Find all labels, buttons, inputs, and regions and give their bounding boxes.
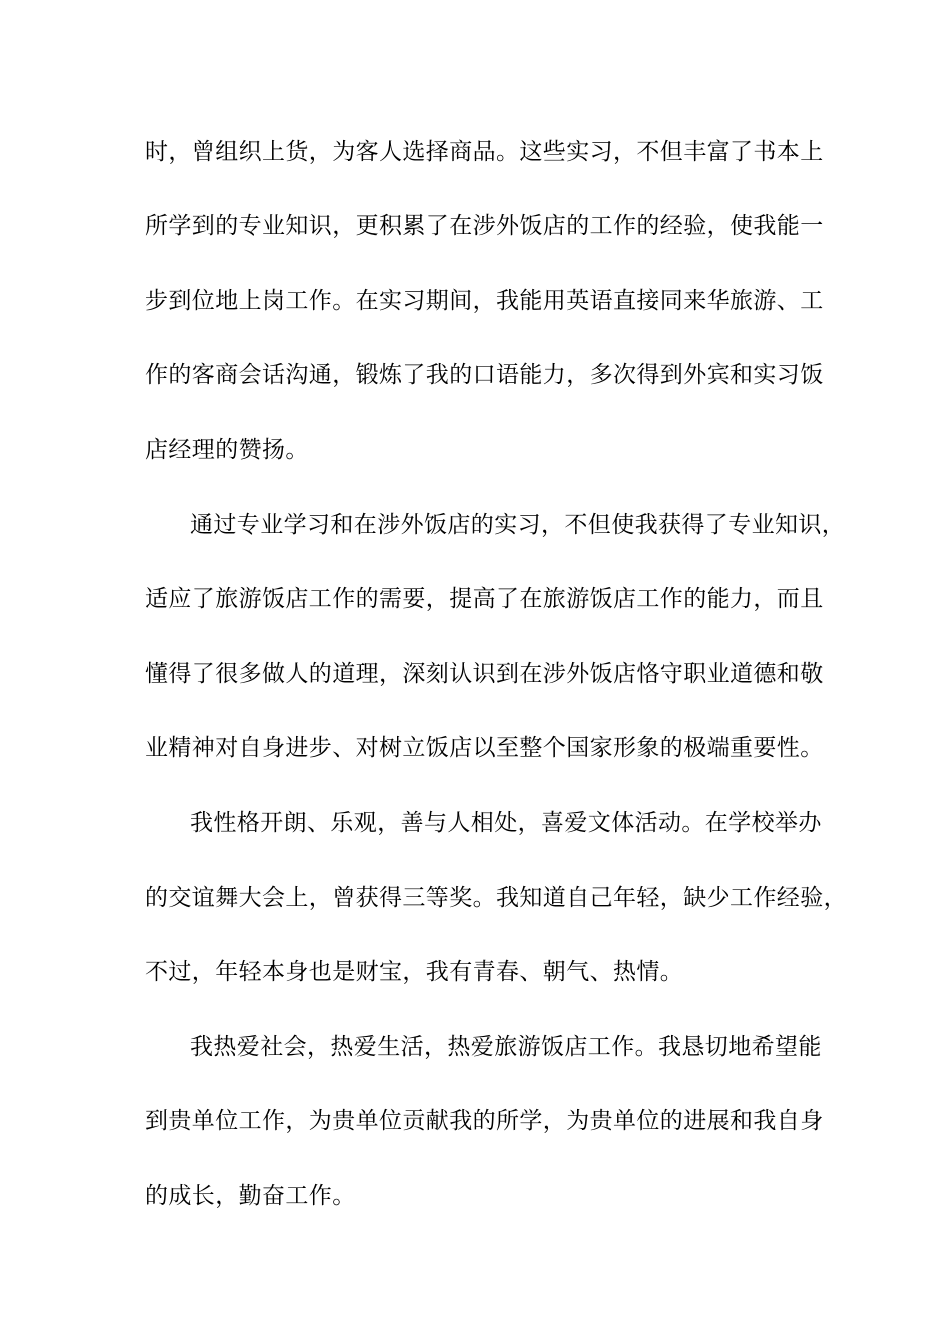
paragraph-first-line: 我热爱社会，热爱生活，热爱旅游饭店工作。我恳切地希望能 xyxy=(190,1034,822,1060)
text-line: 所学到的专业知识，更积累了在涉外饭店的工作的经验，使我能一 xyxy=(145,213,824,239)
text-line: 的交谊舞大会上，曾获得三等奖。我知道自己年轻，缺少工作经验， xyxy=(145,885,847,911)
text-line: 懂得了很多做人的道理，深刻认识到在涉外饭店恪守职业道德和敬 xyxy=(145,661,824,687)
text-line: 的成长，勤奋工作。 xyxy=(145,1183,356,1209)
text-line: 作的客商会话沟通，锻炼了我的口语能力，多次得到外宾和实习饭 xyxy=(145,362,824,388)
text-line: 业精神对自身进步、对树立饭店以至整个国家形象的极端重要性。 xyxy=(145,735,824,761)
text-line: 不过，年轻本身也是财宝，我有青春、朝气、热情。 xyxy=(145,959,684,985)
text-line: 到贵单位工作，为贵单位贡献我的所学，为贵单位的进展和我自身 xyxy=(145,1108,824,1134)
text-line: 步到位地上岗工作。在实习期间，我能用英语直接同来华旅游、工 xyxy=(145,288,824,314)
text-line: 时，曾组织上货，为客人选择商品。这些实习，不但丰富了书本上 xyxy=(145,139,824,165)
text-line: 适应了旅游饭店工作的需要，提高了在旅游饭店工作的能力，而且 xyxy=(145,586,824,612)
paragraph-first-line: 通过专业学习和在涉外饭店的实习，不但使我获得了专业知识， xyxy=(190,512,846,538)
paragraph-first-line: 我性格开朗、乐观，善与人相处，喜爱文体活动。在学校举办 xyxy=(190,810,822,836)
text-line: 店经理的赞扬。 xyxy=(145,437,309,463)
